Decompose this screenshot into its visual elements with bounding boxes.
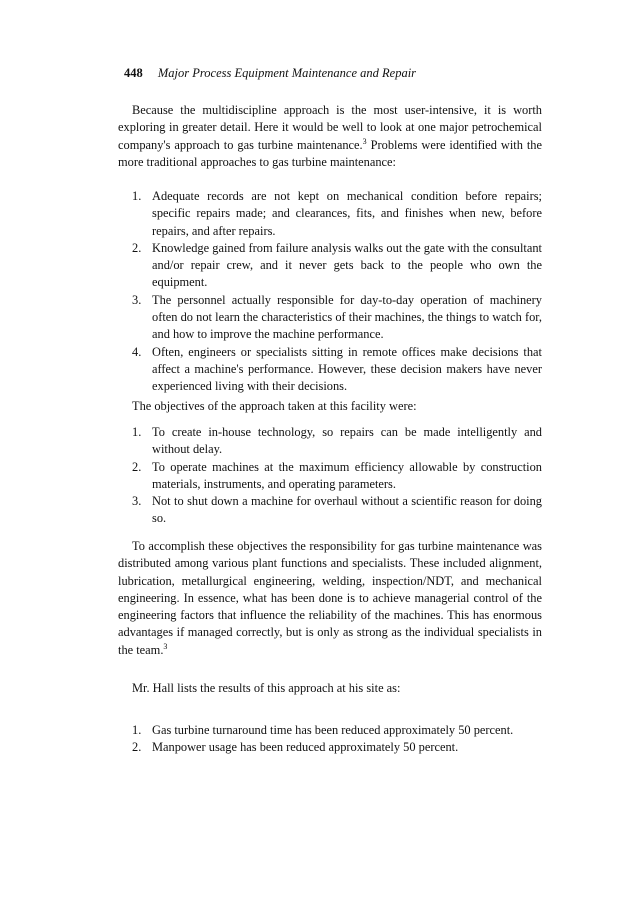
list-number: 2.	[132, 740, 142, 755]
footnote-ref: 3	[362, 136, 367, 146]
objectives-list	[118, 424, 542, 528]
page-header	[124, 66, 416, 81]
list-item-text: Gas turbine turnaround time has been reduced approximately 50 percent.	[152, 723, 514, 737]
list-item	[118, 292, 542, 344]
list-item-text: Not to shut down a machine for overhaul without a scientific reason for doing so.	[152, 494, 542, 526]
list-item	[118, 188, 542, 240]
results-intro: Mr. Hall lists the results of this approach at his site as:	[132, 681, 401, 695]
list-number: 1.	[132, 189, 142, 203]
list-number: 1.	[132, 425, 142, 439]
list-item-text: The personnel actually responsible for day-to-day operation of machinery often do not learn the characteristics of their machines, the things to watch for, and how to improve the machine performance.	[152, 292, 542, 342]
accomplish-paragraph	[118, 538, 542, 659]
list-number: 3.	[132, 292, 142, 307]
intro-text-continued: Problems were identified with the more traditional approaches to gas turbine maintenance:	[118, 137, 542, 169]
page-number: 448	[124, 66, 143, 80]
list-item	[118, 459, 542, 494]
list-number: 1.	[132, 723, 142, 737]
intro-paragraph	[118, 102, 542, 171]
running-title: Major Process Equipment Maintenance and Repair	[157, 66, 417, 80]
list-number: 2.	[132, 459, 142, 474]
objectives-intro-paragraph	[118, 398, 542, 415]
list-item	[118, 722, 542, 739]
list-item	[118, 424, 542, 459]
results-intro-paragraph	[118, 680, 542, 697]
list-item-text: To create in-house technology, so repairs can be made intelligently and without delay.	[152, 425, 542, 457]
list-item-text: Manpower usage has been reduced approximately 50 percent.	[152, 740, 459, 755]
intro-text: Because the multidiscipline approach is the most user-intensive, it is worth exploring in greater detail. Here it would be well to look at one major petrochemical company's approach to gas turbine maintenance.	[118, 103, 542, 152]
list-item-text: Often, engineers or specialists sitting in remote offices make decisions that affect a machine's performance. However, these decision makers have never experienced living with their decisions.	[152, 344, 542, 394]
problems-list	[118, 188, 542, 396]
results-list	[118, 722, 542, 757]
list-number: 4.	[132, 344, 142, 359]
list-item	[118, 493, 542, 528]
list-item-text: To operate machines at the maximum efficiency allowable by construction materials, instruments, and operating parameters.	[152, 459, 542, 491]
list-item	[118, 344, 542, 396]
list-number: 3.	[132, 494, 142, 509]
objectives-intro: The objectives of the approach taken at this facility were:	[132, 399, 417, 413]
accomplish-text: To accomplish these objectives the responsibility for gas turbine maintenance was distributed among various plant functions and specialists. These included alignment, lubrication, metallurgical engineering, welding, inspection/NDT, and mechanical engineering. In essence, what has been done is to achieve managerial control of the engineering factors that influence the reliability of the machines. This has enormous advantages if managed correctly, but is only as strong as the individual specialists in the team.	[118, 539, 542, 657]
list-item	[118, 240, 542, 292]
list-item-text: Knowledge gained from failure analysis walks out the gate with the consultant and/or repair crew, and it never gets back to the people who own the equipment.	[152, 240, 542, 290]
list-number: 2.	[132, 240, 142, 255]
list-item	[118, 739, 542, 756]
footnote-ref: 3	[163, 641, 168, 651]
list-item-text: Adequate records are not kept on mechanical condition before repairs; specific repairs made; and clearances, fits, and finishes when new, before repairs, and after repairs.	[152, 189, 542, 238]
